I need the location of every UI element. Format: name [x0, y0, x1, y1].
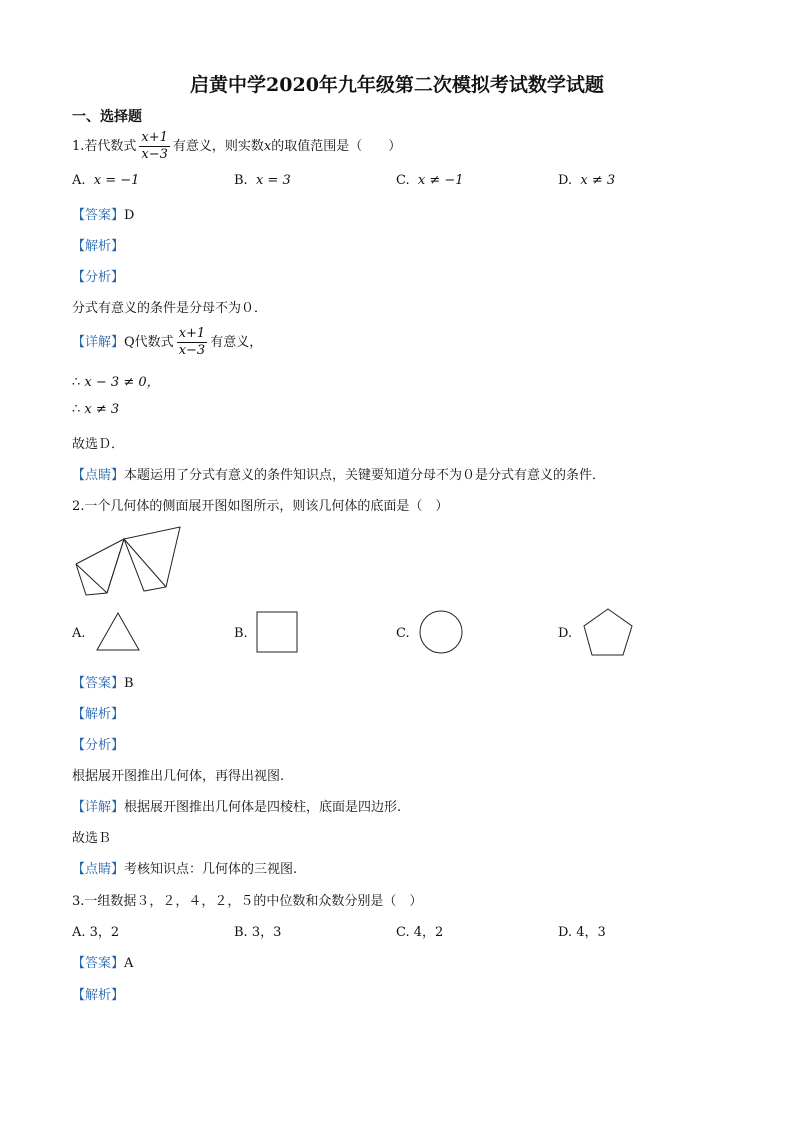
circle-shape — [420, 611, 462, 653]
q1-stem-middle: 有意义，则实数 — [172, 139, 264, 154]
q1-fenxi-text: 分式有意义的条件是分母不为０． — [72, 301, 268, 316]
q1-option-d: D. x ≠ 3 — [558, 173, 616, 188]
q2-fenxi-tag: 【分析】 — [72, 738, 125, 753]
question-3-stem: 3.一组数据３，２，４，２，５的中位数和众数分别是（ ） — [72, 894, 423, 909]
answer-value: A — [124, 956, 134, 971]
therefore-symbol: ∴ — [72, 375, 81, 390]
q1-option-b: B. x = 3 — [234, 173, 291, 188]
xiangjie-prefix: Q代数式 — [124, 335, 174, 350]
answer-tag: 【答案】 — [72, 676, 125, 691]
q3-jiexi-tag: 【解析】 — [72, 988, 125, 1003]
unfolded-net-figure — [76, 527, 180, 595]
answer-tag: 【答案】 — [72, 956, 125, 971]
q1-jiexi-tag: 【解析】 — [72, 239, 125, 254]
q2-dianjing — [72, 858, 297, 877]
q2-conclusion: 故选Ｂ — [72, 831, 112, 846]
fraction-numerator: x+1 — [178, 326, 206, 341]
q3-answer — [72, 952, 133, 971]
xiangjie-text: 根据展开图推出几何体是四棱柱，底面是四边形. — [124, 800, 402, 815]
dianjing-text: 考核知识点：几何体的三视图. — [124, 862, 298, 877]
therefore-symbol: ∴ — [72, 402, 81, 417]
q2-option-c-label: C. — [396, 626, 410, 641]
xiangjie-tag: 【详解】 — [72, 335, 125, 350]
dianjing-text: 本题运用了分式有意义的条件知识点，关键要知道分母不为０是分式有意义的条件． — [124, 468, 606, 483]
answer-value: B — [124, 676, 134, 691]
q3-option-a: A. 3，2 — [72, 925, 120, 940]
q2-answer — [72, 672, 134, 691]
triangle-shape — [97, 613, 139, 650]
fraction-numerator: x+1 — [141, 130, 168, 145]
dianjing-tag: 【点睛】 — [72, 862, 125, 877]
xiangjie-suffix: 有意义， — [210, 335, 263, 350]
fraction-denominator: x−3 — [178, 343, 206, 358]
dianjing-tag: 【点睛】 — [72, 468, 125, 483]
q1-variable: x — [263, 139, 272, 154]
q3-option-c: C. 4，2 — [396, 925, 444, 940]
q1-conclusion: 故选Ｄ． — [72, 437, 125, 452]
answer-value: D — [124, 208, 135, 223]
step-expression: x ≠ 3 — [84, 402, 120, 417]
q2-option-b-label: B. — [234, 626, 248, 641]
page-title: 启黄中学2020年九年级第二次模拟考试数学试题 — [190, 74, 604, 96]
q3-option-b: B. 3，3 — [234, 925, 282, 940]
pentagon-shape — [584, 609, 632, 655]
q1-option-c: C. x ≠ −1 — [396, 173, 464, 188]
q2-option-a-label: A. — [72, 626, 86, 641]
q2-jiexi-tag: 【解析】 — [72, 707, 125, 722]
q3-option-d: D. 4，3 — [558, 925, 606, 940]
step-expression: x − 3 ≠ 0， — [84, 375, 160, 390]
square-shape — [257, 612, 297, 652]
q1-stem-prefix: 1.若代数式 — [72, 139, 137, 154]
answer-tag: 【答案】 — [72, 208, 125, 223]
section-heading: 一、选择题 — [72, 109, 142, 125]
q2-option-d-label: D. — [558, 626, 573, 641]
xiangjie-tag: 【详解】 — [72, 800, 125, 815]
fraction-denominator: x−3 — [141, 147, 168, 162]
q1-fenxi-tag: 【分析】 — [72, 270, 125, 285]
q1-option-a: A. x = −1 — [72, 173, 140, 188]
q2-fenxi-text: 根据展开图推出几何体，再得出视图. — [72, 769, 285, 784]
question-2-stem: 2.一个几何体的侧面展开图如图所示，则该几何体的底面是（ ） — [72, 499, 449, 514]
q1-stem-end: 的取值范围是（ ） — [271, 139, 402, 154]
q2-xiangjie — [72, 796, 401, 815]
